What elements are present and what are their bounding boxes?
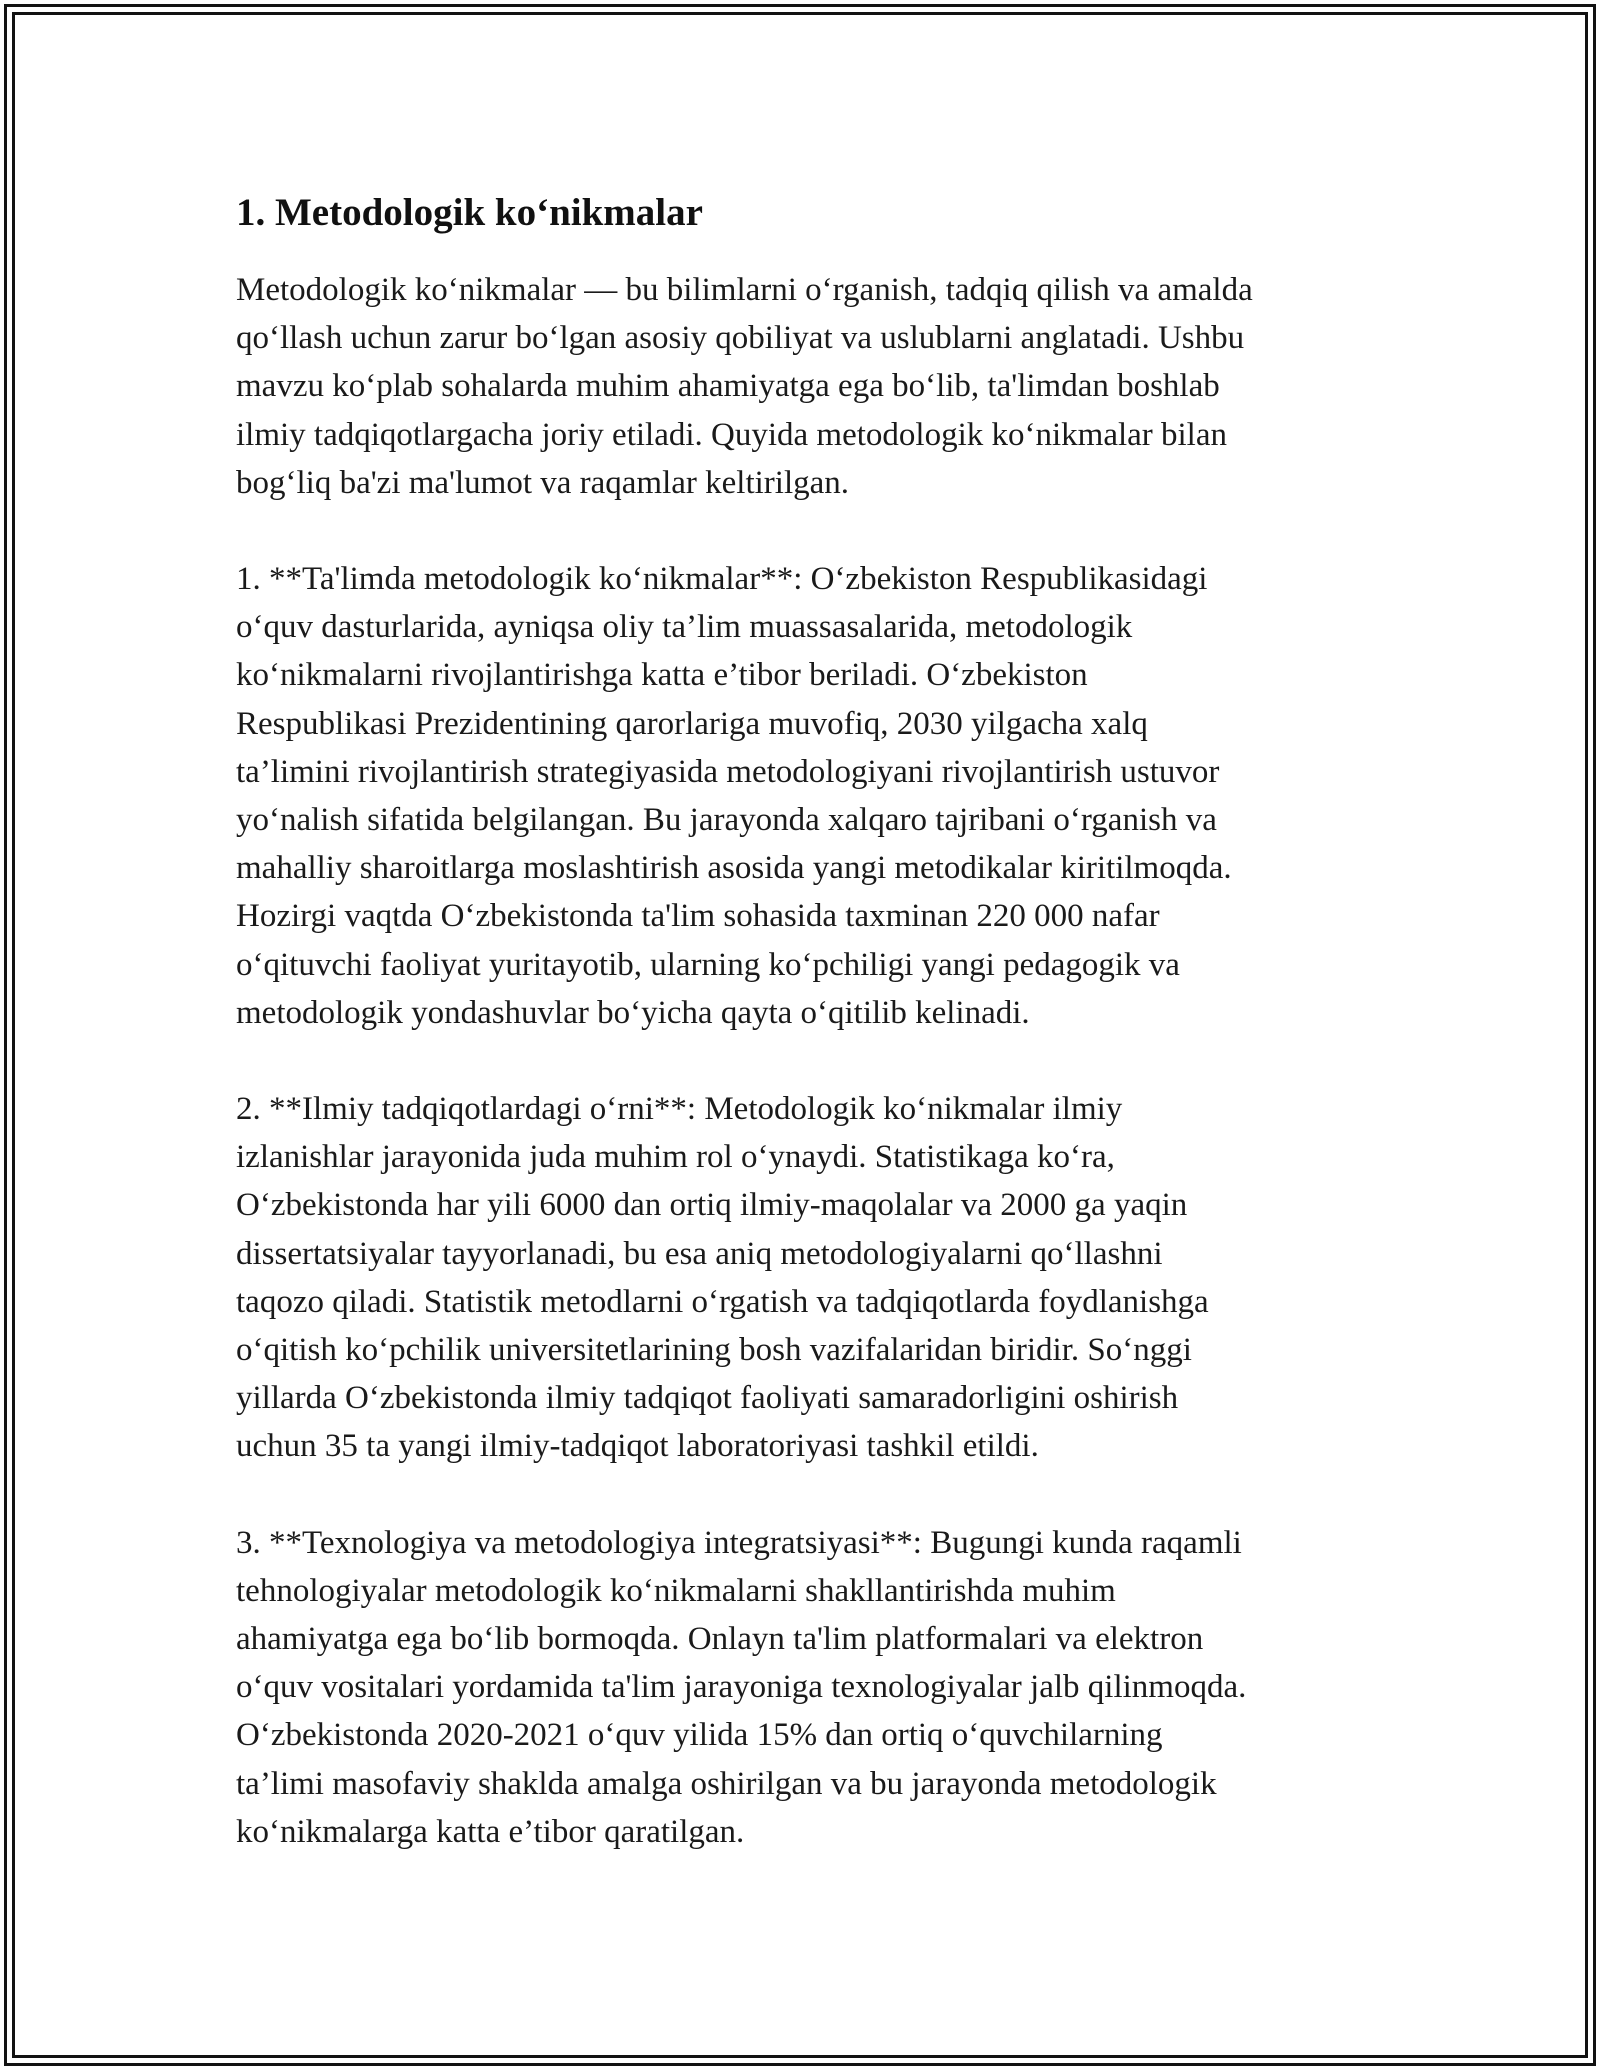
list-item-technology: 3. **Texnologiya va metodologiya integratsiyasi**: Bugungi kunda raqamli tehnologiyalar metodologik ko‘nikmalarni shakllantirishda muhim ahamiyatga ega bo‘lib bormoqda. Onlayn ta'lim platformalari va elektron o‘quv vositalari yordamida ta'lim jarayoniga texnologiyalar jalb qilinmoqda. O‘zbekistonda 2020-2021 o‘quv yilida 15% dan ortiq o‘quvchilarning ta’limi masofaviy shaklda amalga oshirilgan va bu jarayonda metodologik ko‘nikmalarga katta e’tibor qaratilgan. bbox=[236, 1524, 1247, 1850]
list-item-research: 2. **Ilmiy tadqiqotlardagi o‘rni**: Metodologik ko‘nikmalar ilmiy izlanishlar jarayonida juda muhim rol o‘ynaydi. Statistikaga ko‘ra, O‘zbekistonda har yili 6000 dan ortiq ilmiy-maqolalar va 2000 ga yaqin dissertatsiyalar tayyorlanadi, bu esa aniq metodologiyalarni qo‘llashni taqozo qiladi. Statistik metodlarni o‘rgatish va tadqiqotlarda foydlanishga o‘qitish ko‘pchilik universitetlarining bosh vazifalaridan biridir. So‘nggi yillarda O‘zbekistonda ilmiy tadqiqot faoliyati samaradorligini oshirish uchun 35 ta yangi ilmiy-tadqiqot laboratoriyasi tashkil etildi. bbox=[236, 1091, 1209, 1465]
document-body bbox=[236, 182, 1396, 1904]
list-item-education: 1. **Ta'limda metodologik ko‘nikmalar**: O‘zbekiston Respublikasidagi o‘quv dasturlarida, ayniqsa oliy ta’lim muassasalarida, metodologik ko‘nikmalarni rivojlantirishga katta e’tibor beriladi. O‘zbekiston Respublikasi Prezidentining qarorlariga muvofiq, 2030 yilgacha xalq ta’limini rivojlantirish strategiyasida metodologiyani rivojlantirish ustuvor yo‘nalish sifatida belgilangan. Bu jarayonda xalqaro tajribani o‘rganish va mahalliy sharoitlarga moslashtirish asosida yangi metodikalar kiritilmoqda. Hozirgi vaqtda O‘zbekistonda ta'lim sohasida taxminan 220 000 nafar o‘qituvchi faoliyat yuritayotib, ularning ko‘pchiligi yangi pedagogik va metodologik yondashuvlar bo‘yicha qayta o‘qitilib kelinadi. bbox=[236, 561, 1232, 1031]
intro-paragraph: Metodologik ko‘nikmalar — bu bilimlarni o‘rganish, tadqiq qilish va amalda qo‘llash uchun zarur bo‘lgan asosiy qobiliyat va uslublarni anglatadi. Ushbu mavzu ko‘plab sohalarda muhim ahamiyatga ega bo‘lib, ta'limdan boshlab ilmiy tadqiqotlargacha joriy etiladi. Quyida metodologik ko‘nikmalar bilan bog‘liq ba'zi ma'lumot va raqamlar keltirilgan. bbox=[236, 272, 1253, 501]
section-heading: 1. Metodologik ko‘nikmalar bbox=[236, 191, 703, 234]
